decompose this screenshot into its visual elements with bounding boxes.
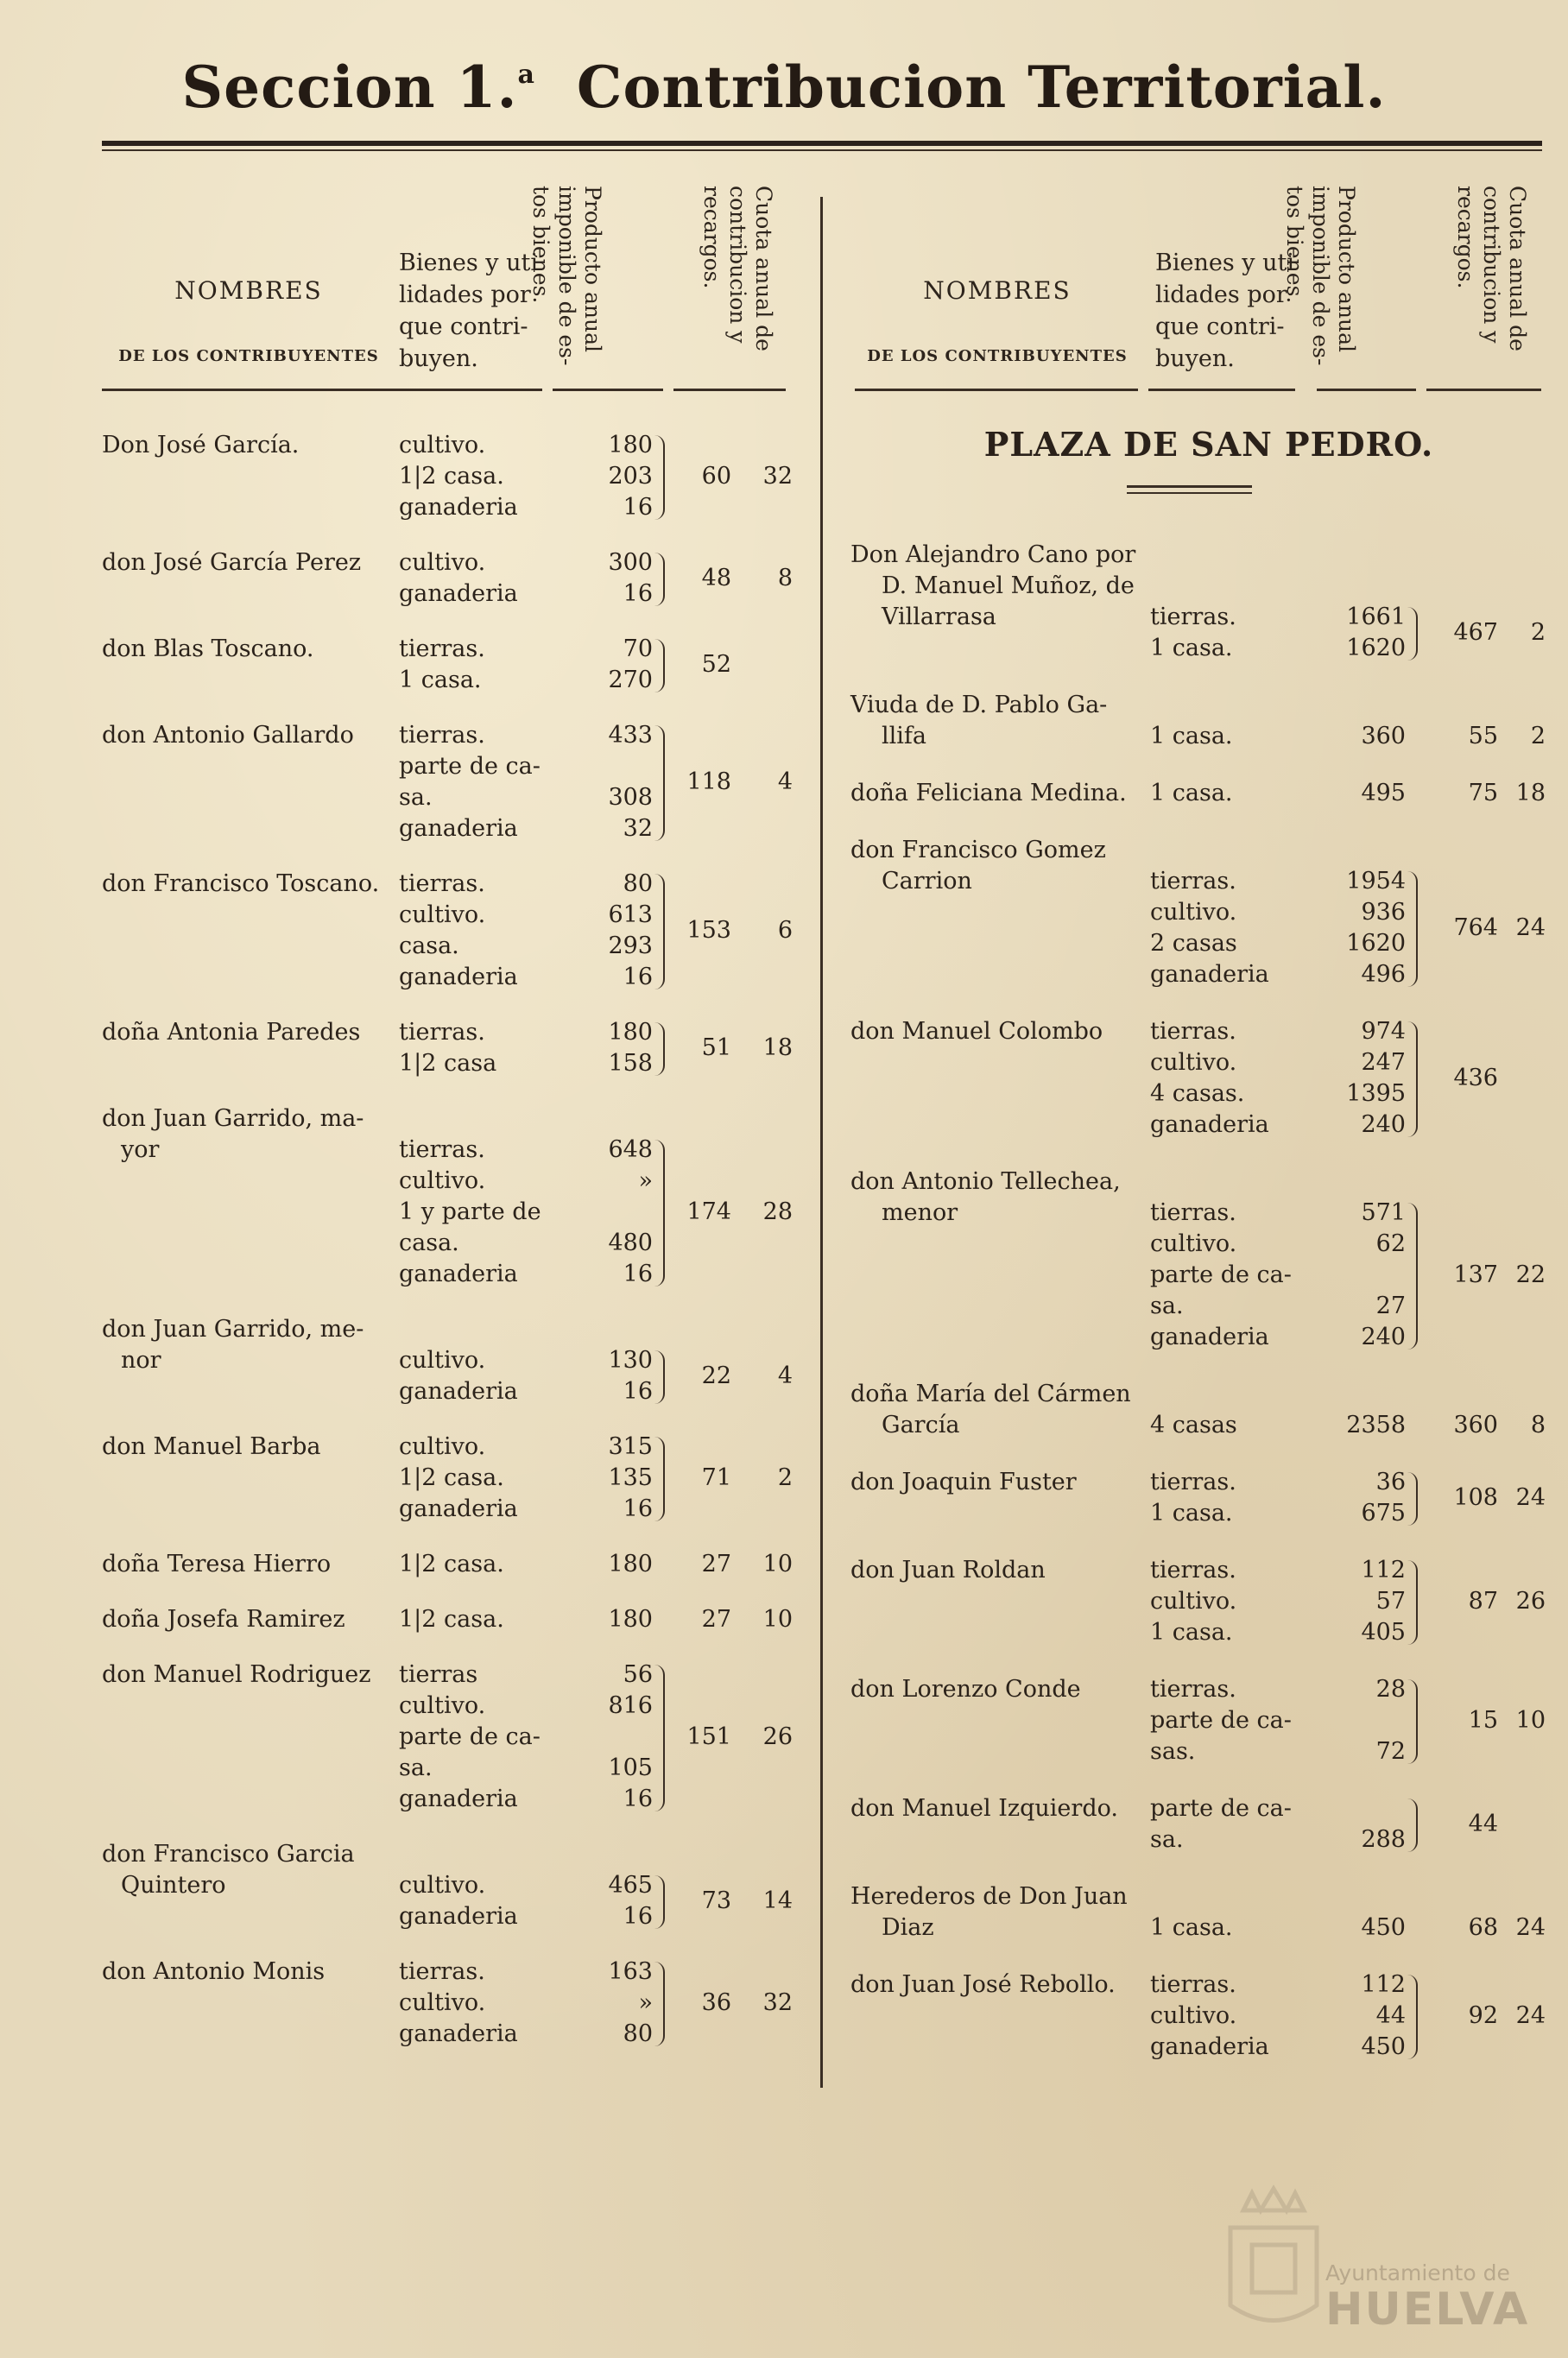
property-item: 1 casa. (1150, 780, 1233, 806)
cuota-escudos: 27 (701, 1606, 731, 1633)
cuota-reales: 4 (777, 1362, 793, 1389)
property-item: 1 casa. (1150, 1500, 1233, 1527)
property-item: tierras (399, 1661, 478, 1688)
property-item: ganaderia (399, 2020, 518, 2047)
property-item: cultivo. (399, 1167, 486, 1194)
cuota-escudos: 51 (701, 1034, 731, 1061)
property-item: parte de ca- (1150, 1707, 1292, 1734)
header-bienes-line: buyen. (399, 345, 478, 372)
cuota-escudos: 137 (1453, 1261, 1498, 1288)
cuota-reales: 26 (762, 1723, 793, 1750)
property-item: cultivo. (399, 432, 486, 458)
property-value: 240 (1361, 1111, 1406, 1138)
contributor-name: yor (121, 1136, 160, 1163)
property-item: 1|2 casa. (399, 1606, 504, 1633)
watermark-line1: Ayuntamiento de (1325, 2260, 1510, 2285)
contributor-name: don Juan José Rebollo. (850, 1971, 1116, 1998)
property-value: 16 (623, 1378, 653, 1405)
property-item: cultivo. (1150, 1230, 1237, 1257)
cuota-escudos: 15 (1468, 1707, 1498, 1734)
property-item: tierras. (1150, 1199, 1236, 1226)
property-item: tierras. (399, 635, 485, 662)
property-value: » (638, 1989, 653, 2016)
contributor-name: don Manuel Barba (102, 1433, 321, 1460)
property-value: 36 (1375, 1469, 1406, 1495)
cuota-reales: 2 (1530, 723, 1546, 749)
header-producto-line: imponible de es- (1308, 186, 1333, 366)
property-value: 405 (1361, 1619, 1406, 1646)
cuota-reales: 24 (1515, 1914, 1546, 1941)
property-value: 613 (608, 901, 653, 928)
page-title (0, 54, 1568, 121)
brace (1407, 607, 1418, 661)
contributor-name: don Lorenzo Conde (850, 1676, 1081, 1703)
cuota-reales: 18 (1515, 780, 1546, 806)
property-item: 1|2 casa. (399, 463, 504, 490)
contributor-name: don Antonio Tellechea, (850, 1168, 1121, 1195)
header-cuota-line: Cuota anual de (1505, 186, 1530, 351)
property-item: sa. (399, 784, 433, 811)
cuota-escudos: 151 (686, 1723, 731, 1750)
cuota-reales: 10 (1515, 1707, 1546, 1734)
property-value: » (638, 1167, 653, 1194)
cuota-escudos: 68 (1468, 1914, 1498, 1941)
property-item: cultivo. (1150, 899, 1237, 926)
property-value: 16 (623, 494, 653, 521)
property-value: 27 (1375, 1293, 1406, 1319)
header-underline (673, 389, 786, 391)
property-item: cultivo. (399, 1433, 486, 1460)
property-value: 496 (1361, 961, 1406, 988)
cuota-reales: 2 (777, 1464, 793, 1491)
property-value: 1954 (1346, 868, 1406, 895)
header-underline (1426, 389, 1541, 391)
header-underline (102, 389, 399, 391)
contributor-name: nor (121, 1347, 161, 1374)
section-rule (1127, 485, 1252, 488)
cuota-reales: 32 (762, 1989, 793, 2016)
header-cuota-line: contribucion y (1479, 186, 1504, 344)
property-value: 16 (623, 1261, 653, 1287)
header-bienes-line: Bienes y uti (1155, 250, 1294, 276)
property-value: 450 (1361, 1914, 1406, 1941)
property-item: 1 y parte de (399, 1198, 541, 1225)
contributor-name: Viuda de D. Pablo Ga- (850, 692, 1108, 718)
property-value: 16 (623, 964, 653, 990)
contributor-name: don Francisco Gomez (850, 837, 1106, 863)
property-item: ganaderia (399, 580, 518, 607)
property-value: 158 (608, 1050, 653, 1077)
property-value: 70 (623, 635, 653, 662)
header-names-sub: DE LOS CONTRIBUYENTES (867, 347, 1128, 365)
watermark-line2: HUELVA (1325, 2284, 1530, 2336)
cuota-escudos: 48 (701, 565, 731, 591)
property-item: sa. (1150, 1293, 1184, 1319)
header-bienes-line: lidades por (399, 281, 531, 308)
property-item: parte de ca- (1150, 1261, 1292, 1288)
property-item: tierras. (399, 1136, 485, 1163)
property-item: tierras. (1150, 1469, 1236, 1495)
property-value: 44 (1375, 2002, 1406, 2029)
property-item: casa. (399, 1230, 459, 1256)
property-item: cultivo. (399, 1872, 486, 1899)
property-value: 105 (608, 1754, 653, 1781)
cuota-escudos: 436 (1453, 1065, 1498, 1091)
header-producto-line: tos bienes. (1282, 186, 1307, 304)
property-item: cultivo. (399, 1692, 486, 1719)
contributor-name: don Manuel Colombo (850, 1018, 1103, 1045)
contributor-name: Don José García. (102, 432, 300, 458)
property-item: tierras. (399, 722, 485, 749)
property-item: 4 casas (1150, 1412, 1237, 1438)
cuota-escudos: 52 (701, 651, 731, 678)
property-value: 62 (1375, 1230, 1406, 1257)
property-item: 1|2 casa (399, 1050, 497, 1077)
property-value: 300 (608, 549, 653, 576)
contributor-name: García (882, 1412, 960, 1438)
cuota-escudos: 55 (1468, 723, 1498, 749)
property-item: tierras. (399, 1019, 485, 1046)
property-item: 1 casa. (1150, 1619, 1233, 1646)
column-divider (820, 197, 823, 2088)
property-item: 1 casa. (399, 667, 482, 693)
property-value: 16 (623, 580, 653, 607)
header-cuota-line: contribucion y (725, 186, 750, 344)
contributor-name: don José García Perez (102, 549, 362, 576)
property-item: ganaderia (399, 1261, 518, 1287)
cuota-reales: 8 (1530, 1412, 1546, 1438)
property-item: tierras. (1150, 1971, 1236, 1998)
property-value: 135 (608, 1464, 653, 1491)
header-bienes-line: buyen. (1155, 345, 1235, 372)
cuota-escudos: 60 (701, 463, 731, 490)
property-item: sa. (1150, 1826, 1184, 1853)
header-cuota-line: recargos. (1453, 186, 1478, 289)
property-value: 480 (608, 1230, 653, 1256)
contributor-name: menor (882, 1199, 958, 1226)
brace (1407, 1203, 1418, 1350)
cuota-escudos: 764 (1453, 914, 1498, 941)
cuota-reales: 24 (1515, 1484, 1546, 1511)
property-item: cultivo. (399, 901, 486, 928)
header-underline (1148, 389, 1295, 391)
header-underline (553, 389, 663, 391)
section-rule-thin (1127, 492, 1252, 494)
contributor-name: don Antonio Monis (102, 1958, 326, 1985)
property-value: 270 (608, 667, 653, 693)
property-item: sa. (399, 1754, 433, 1781)
property-value: 57 (1375, 1588, 1406, 1615)
property-value: 56 (623, 1661, 653, 1688)
header-names: NOMBRES (923, 276, 1072, 305)
cuota-reales: 26 (1515, 1588, 1546, 1615)
cuota-escudos: 71 (701, 1464, 731, 1491)
property-value: 112 (1361, 1557, 1406, 1584)
title-rule (102, 141, 1542, 146)
property-item: ganaderia (399, 494, 518, 521)
header-producto-line: Producto anual (1334, 186, 1359, 352)
brace (1407, 871, 1418, 987)
property-value: 293 (608, 932, 653, 959)
header-producto-line: Producto anual (580, 186, 605, 352)
contributor-name: don Manuel Izquierdo. (850, 1795, 1118, 1822)
cuota-escudos: 118 (686, 768, 731, 795)
contributor-name: don Francisco Garcia (102, 1841, 355, 1868)
contributor-name: Diaz (882, 1914, 934, 1941)
contributor-name: don Juan Roldan (850, 1557, 1046, 1584)
contributor-name: Don Alejandro Cano por (850, 541, 1136, 568)
property-item: sas. (1150, 1738, 1196, 1765)
cuota-escudos: 44 (1468, 1811, 1498, 1837)
property-value: 648 (608, 1136, 653, 1163)
brace (1407, 1472, 1418, 1526)
brace (1407, 1560, 1418, 1645)
property-item: 1 casa. (1150, 723, 1233, 749)
contributor-name: don Joaquin Fuster (850, 1469, 1077, 1495)
property-value: 80 (623, 870, 653, 897)
property-value: 816 (608, 1692, 653, 1719)
property-item: cultivo. (399, 1347, 486, 1374)
header-underline (855, 389, 1138, 391)
property-value: 163 (608, 1958, 653, 1985)
title-superscript: a (517, 60, 535, 90)
property-value: 315 (608, 1433, 653, 1460)
property-item: cultivo. (399, 549, 486, 576)
property-item: ganaderia (1150, 2033, 1269, 2060)
header-bienes-line: Bienes y uti (399, 250, 538, 276)
cuota-escudos: 92 (1468, 2002, 1498, 2029)
property-value: 16 (623, 1495, 653, 1522)
brace (1407, 1799, 1418, 1852)
property-item: 1|2 casa. (399, 1551, 504, 1577)
header-names: NOMBRES (174, 276, 323, 305)
cuota-reales: 24 (1515, 2002, 1546, 2029)
property-item: casa. (399, 932, 459, 959)
property-value: 32 (623, 815, 653, 842)
header-producto-line: tos bienes. (528, 186, 553, 304)
property-item: ganaderia (399, 1495, 518, 1522)
contributor-name: don Juan Garrido, ma- (102, 1105, 364, 1132)
contributor-name: D. Manuel Muñoz, de (882, 572, 1135, 599)
contributor-name: don Francisco Toscano. (102, 870, 380, 897)
brace (1407, 1679, 1418, 1764)
property-value: 465 (608, 1872, 653, 1899)
property-value: 974 (1361, 1018, 1406, 1045)
title-rule-thin (102, 149, 1542, 151)
cuota-escudos: 108 (1453, 1484, 1498, 1511)
property-item: tierras. (1150, 868, 1236, 895)
header-cuota-line: recargos. (699, 186, 724, 289)
contributor-name: don Blas Toscano. (102, 635, 314, 662)
property-item: ganaderia (399, 1903, 518, 1930)
property-value: 936 (1361, 899, 1406, 926)
property-item: 1|2 casa. (399, 1464, 504, 1491)
property-value: 180 (608, 432, 653, 458)
property-value: 1661 (1346, 604, 1406, 630)
header-bienes-line: que contri- (399, 313, 528, 340)
property-value: 247 (1361, 1049, 1406, 1076)
property-item: tierras. (1150, 604, 1236, 630)
cuota-escudos: 36 (701, 1989, 731, 2016)
cuota-reales: 24 (1515, 914, 1546, 941)
property-item: ganaderia (399, 815, 518, 842)
section-title: PLAZA DE SAN PEDRO. (983, 425, 1434, 464)
header-producto-line: imponible de es- (554, 186, 579, 366)
property-value: 130 (608, 1347, 653, 1374)
property-item: 4 casas. (1150, 1080, 1245, 1107)
property-value: 450 (1361, 2033, 1406, 2060)
cuota-reales: 8 (777, 565, 793, 591)
cuota-escudos: 27 (701, 1551, 731, 1577)
property-value: 180 (608, 1606, 653, 1633)
property-item: parte de ca- (1150, 1795, 1292, 1822)
property-value: 240 (1361, 1324, 1406, 1350)
property-value: 308 (608, 784, 653, 811)
cuota-reales: 2 (1530, 619, 1546, 646)
property-value: 433 (608, 722, 653, 749)
property-value: 1620 (1346, 635, 1406, 661)
property-item: cultivo. (399, 1989, 486, 2016)
property-value: 72 (1375, 1738, 1406, 1765)
property-item: ganaderia (1150, 1111, 1269, 1138)
contributor-name: doña María del Cármen (850, 1381, 1131, 1407)
contributor-name: doña Josefa Ramirez (102, 1606, 345, 1633)
contributor-name: don Juan Garrido, me- (102, 1316, 364, 1343)
cuota-reales: 22 (1515, 1261, 1546, 1288)
cuota-reales: 18 (762, 1034, 793, 1061)
property-item: tierras. (1150, 1557, 1236, 1584)
property-item: tierras. (399, 870, 485, 897)
property-value: 571 (1361, 1199, 1406, 1226)
cuota-reales: 4 (777, 768, 793, 795)
cuota-reales: 32 (762, 463, 793, 490)
property-value: 360 (1361, 723, 1406, 749)
property-value: 180 (608, 1019, 653, 1046)
contributor-name: doña Teresa Hierro (102, 1551, 332, 1577)
brace (1407, 1975, 1418, 2059)
property-item: cultivo. (1150, 1588, 1237, 1615)
brace (1407, 1021, 1418, 1137)
contributor-name: don Antonio Gallardo (102, 722, 354, 749)
cuota-reales: 14 (762, 1887, 793, 1914)
contributor-name: Villarrasa (882, 604, 996, 630)
property-item: parte de ca- (399, 753, 541, 780)
property-item: ganaderia (399, 964, 518, 990)
property-value: 1620 (1346, 930, 1406, 957)
property-value: 2358 (1346, 1412, 1406, 1438)
header-bienes-line: lidades por (1155, 281, 1287, 308)
cuota-reales: 10 (762, 1606, 793, 1633)
header-names-sub: DE LOS CONTRIBUYENTES (118, 347, 379, 365)
cuota-escudos: 75 (1468, 780, 1498, 806)
header-cuota-line: Cuota anual de (751, 186, 776, 351)
contributor-name: Carrion (882, 868, 972, 895)
property-value: 495 (1361, 780, 1406, 806)
property-value: 80 (623, 2020, 653, 2047)
property-item: ganaderia (399, 1786, 518, 1812)
header-bienes-line: que contri- (1155, 313, 1285, 340)
property-item: ganaderia (1150, 1324, 1269, 1350)
property-value: 28 (1375, 1676, 1406, 1703)
title-seccion: Seccion 1. (181, 54, 518, 121)
property-item: 1 casa. (1150, 635, 1233, 661)
cuota-reales: 10 (762, 1551, 793, 1577)
property-item: cultivo. (1150, 1049, 1237, 1076)
property-item: ganaderia (1150, 961, 1269, 988)
header-underline (1317, 389, 1416, 391)
property-value: 112 (1361, 1971, 1406, 1998)
cuota-reales: 6 (777, 917, 793, 944)
cuota-escudos: 73 (701, 1887, 731, 1914)
property-item: ganaderia (399, 1378, 518, 1405)
cuota-escudos: 174 (686, 1198, 731, 1225)
property-value: 1395 (1346, 1080, 1406, 1107)
property-item: parte de ca- (399, 1723, 541, 1750)
cuota-escudos: 360 (1453, 1412, 1498, 1438)
header-underline (399, 389, 542, 391)
property-value: 288 (1361, 1826, 1406, 1853)
contributor-name: doña Feliciana Medina. (850, 780, 1127, 806)
cuota-escudos: 153 (686, 917, 731, 944)
cuota-reales: 28 (762, 1198, 793, 1225)
cuota-escudos: 87 (1468, 1588, 1498, 1615)
contributor-name: doña Antonia Paredes (102, 1019, 361, 1046)
property-item: tierras. (399, 1958, 485, 1985)
property-item: tierras. (1150, 1018, 1236, 1045)
contributor-name: Quintero (121, 1872, 226, 1899)
property-value: 16 (623, 1786, 653, 1812)
property-value: 16 (623, 1903, 653, 1930)
cuota-escudos: 467 (1453, 619, 1498, 646)
property-item: tierras. (1150, 1676, 1236, 1703)
property-value: 675 (1361, 1500, 1406, 1527)
contributor-name: llifa (882, 723, 926, 749)
contributor-name: Herederos de Don Juan (850, 1883, 1128, 1910)
cuota-escudos: 22 (701, 1362, 731, 1389)
property-value: 203 (608, 463, 653, 490)
contributor-name: don Manuel Rodriguez (102, 1661, 371, 1688)
property-item: 1 casa. (1150, 1914, 1233, 1941)
property-item: 2 casas (1150, 930, 1237, 957)
property-value: 180 (608, 1551, 653, 1577)
property-item: cultivo. (1150, 2002, 1237, 2029)
title-text: Contribucion Territorial. (576, 54, 1387, 121)
